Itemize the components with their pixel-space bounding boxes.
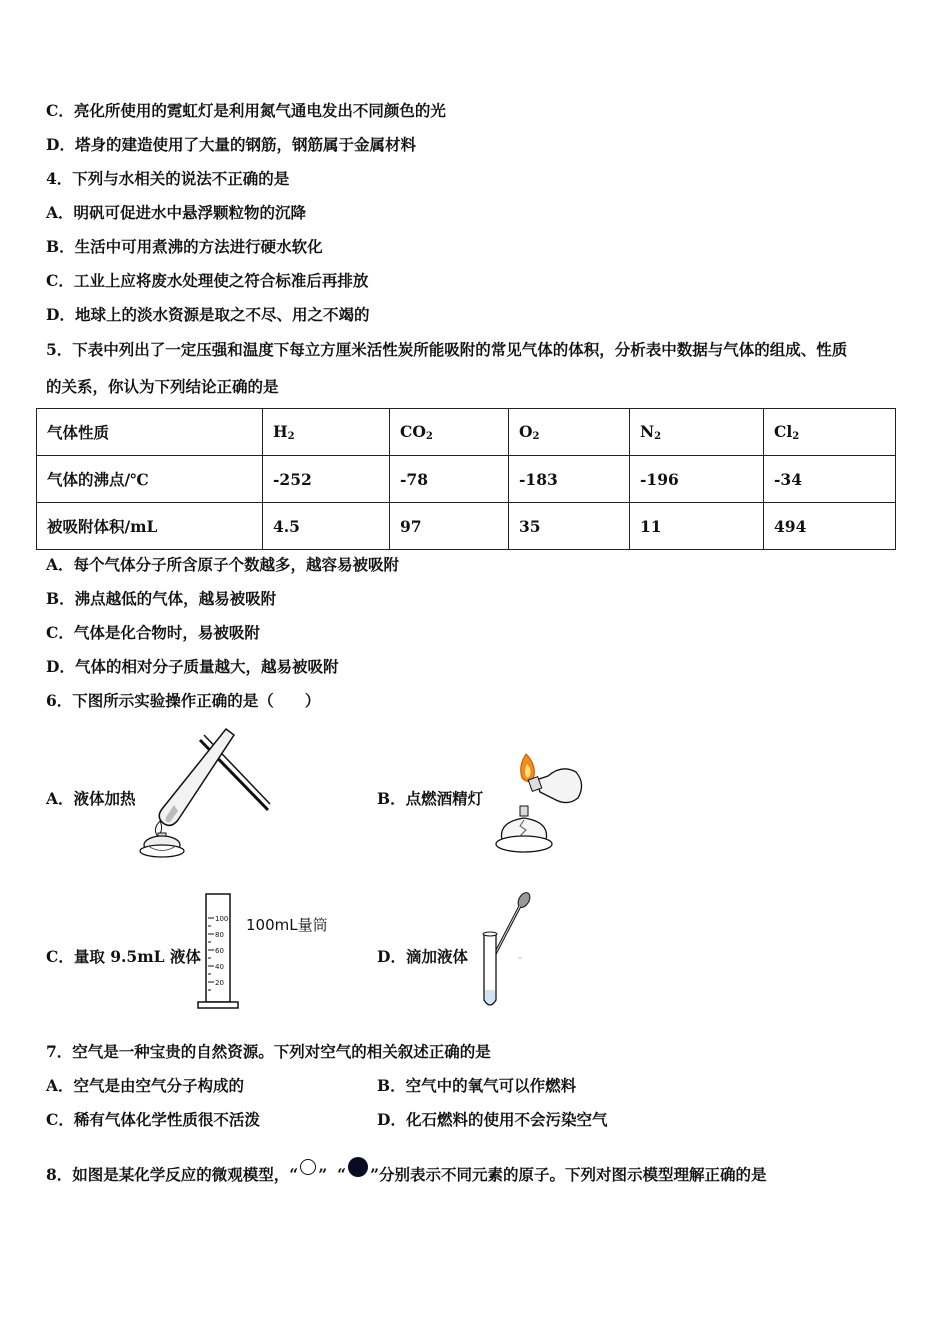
table-cell: 494 xyxy=(764,503,896,550)
q5-stem-line2: 的关系，你认为下列结论正确的是 xyxy=(46,377,279,396)
q7-option-c: C．稀有气体化学性质很不活泼 xyxy=(46,1110,260,1129)
quote-open: “ xyxy=(337,1165,347,1184)
tick-label: 100 xyxy=(215,915,229,923)
quote-close: ” xyxy=(318,1165,328,1184)
table-row xyxy=(37,456,896,503)
q6-option-c: C．量取 9.5mL 液体 xyxy=(46,947,201,966)
table-header-row xyxy=(37,409,896,456)
q6-option-a: A．液体加热 xyxy=(46,789,136,808)
q5-option-a: A．每个气体分子所含原子个数越多，越容易被吸附 xyxy=(46,555,400,574)
table-cell: -78 xyxy=(390,456,509,503)
q5-option-c: C．气体是化合物时，易被吸附 xyxy=(46,623,260,642)
q5-option-b: B．沸点越低的气体，越易被吸附 xyxy=(46,589,277,608)
q7-option-a: A．空气是由空气分子构成的 xyxy=(46,1076,245,1095)
table-cell: $Cl_2$ xyxy=(764,409,896,456)
q5-stem-line1: 5．下表中列出了一定压强和温度下每立方厘米活性炭所能吸附的常见气体的体积，分析表中数据与气体的组成、性质 xyxy=(46,340,848,359)
table-cell: 气体性质 xyxy=(37,409,263,456)
measuring-cylinder-illustration xyxy=(196,890,246,1015)
gas-table xyxy=(36,408,896,550)
alcohol-lamp-illustration xyxy=(490,750,590,860)
q5-option-d: D．气体的相对分子质量越大，越易被吸附 xyxy=(46,657,339,676)
table-cell: $H_2$ xyxy=(263,409,390,456)
black-atom-icon xyxy=(346,1156,370,1178)
table-cell: 被吸附体积/mL xyxy=(37,503,263,550)
q4-option-a: A．明矾可促进水中悬浮颗粒物的沉降 xyxy=(46,203,307,222)
q6-option-b: B．点燃酒精灯 xyxy=(377,789,484,808)
quote-close: ” xyxy=(370,1165,379,1184)
q3-option-c: C．亮化所使用的霓虹灯是利用氮气通电发出不同颜色的光 xyxy=(46,101,446,120)
table-cell: $CO_2$ xyxy=(390,409,509,456)
q8-stem xyxy=(46,1156,767,1185)
q8-stem-pre: 8．如图是某化学反应的微观模型， xyxy=(46,1165,290,1184)
q4-option-d: D．地球上的淡水资源是取之不尽、用之不竭的 xyxy=(46,305,370,324)
table-cell: $O_2$ xyxy=(509,409,630,456)
tick-label: 80 xyxy=(215,931,224,939)
table-cell: 4.5 xyxy=(263,503,390,550)
q7-stem: 7．空气是一种宝贵的自然资源。下列对空气的相关叙述正确的是 xyxy=(46,1042,491,1061)
table-cell: -183 xyxy=(509,456,630,503)
tick-label: 60 xyxy=(215,947,224,955)
table-cell: -34 xyxy=(764,456,896,503)
tick-label: 20 xyxy=(215,979,224,987)
quote-open: “ xyxy=(289,1165,299,1184)
q3-option-d: D．塔身的建造使用了大量的钢筋，钢筋属于金属材料 xyxy=(46,135,416,154)
table-cell: -196 xyxy=(630,456,764,503)
q8-stem-post: 分别表示不同元素的原子。下列对图示模型理解正确的是 xyxy=(378,1165,767,1184)
table-cell: 97 xyxy=(390,503,509,550)
dropper-test-tube-illustration xyxy=(476,890,536,1015)
q4-option-b: B．生活中可用煮沸的方法进行硬水软化 xyxy=(46,237,323,256)
table-cell: 气体的沸点/℃ xyxy=(37,456,263,503)
q7-option-b: B．空气中的氧气可以作燃料 xyxy=(377,1076,577,1095)
table-cell: 35 xyxy=(509,503,630,550)
cylinder-label: 100mL量筒 xyxy=(246,916,328,934)
white-atom-icon xyxy=(298,1158,318,1176)
table-cell: -252 xyxy=(263,456,390,503)
q4-option-c: C．工业上应将废水处理使之符合标准后再排放 xyxy=(46,271,369,290)
table-cell: 11 xyxy=(630,503,764,550)
table-row xyxy=(37,503,896,550)
q7-option-d: D．化石燃料的使用不会污染空气 xyxy=(377,1110,608,1129)
heating-test-tube-illustration xyxy=(138,725,278,860)
q6-option-d: D．滴加液体 xyxy=(377,947,468,966)
tick-label: 40 xyxy=(215,963,224,971)
table-cell: $N_2$ xyxy=(630,409,764,456)
q6-stem: 6．下图所示实验操作正确的是（ ） xyxy=(46,691,321,710)
q4-stem: 4．下列与水相关的说法不正确的是 xyxy=(46,169,290,188)
